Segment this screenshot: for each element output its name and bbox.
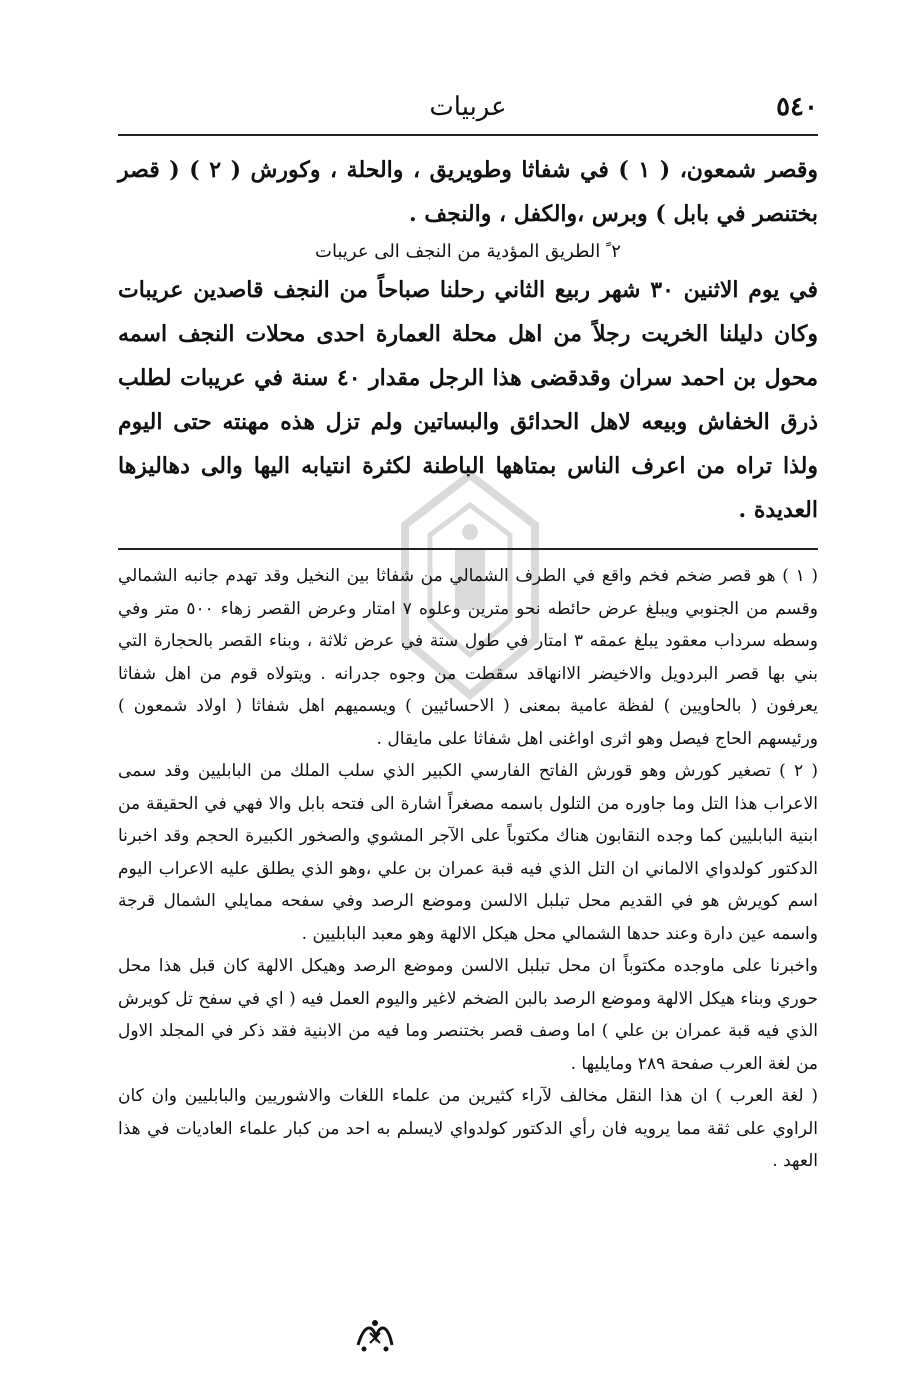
footnote-1: ( ١ ) هو قصر ضخم فخم واقع في الطرف الشمالي من شفاثا بين النخيل وقد تهدم جانبه الشمالي وقسم من الجنوبي ويبلغ عرض حائطه نحو مترين وعلوه ٧ امتار وعرض القصر زهاء ٥٠٠ متر وفي وسطه سرداب معقود يبلغ عمقه ٣ امتار في طول ستة في عرض ثلاثة ، وبناء القصر بالحجارة التي بني بها قصر البردويل والاخيضر الاانهاقد سقطت من وجوه جدرانه . ويتولاه قوم من اهل شفاثا يعرفون ( بالحاويين ) لفظة عامية بمعنى ( الاحسائيين ) ويسميهم اهل شفاثا ( اولاد شمعون ) ورئيسهم الحاج فيصل وهو اثرى اواغنى اهل شفاثا على مايقال . [118,566,819,749]
footnote-rule [118,548,818,550]
footnote-2-continued: واخبرنا على ماوجده مكتوباً ان محل تبلبل الالسن وموضع الرصد وهيكل الالهة كان قبل هذا محل حوري وبناء هيكل الالهة وموضع الرصد بالبن الضخم لاغير واليوم العمل فيه ( اي في سفح تل كويرش الذي فيه قبة عمران بن علي ) اما وصف قصر بختنصر وما فيه من الابنية فقد ذكر في المجلد الاول من لغة العرب صفحة ٢٨٩ ومايليها . [118,956,818,1074]
header-rule [118,134,818,136]
paragraph-main: في يوم الاثنين ٣٠ شهر ربيع الثاني رحلنا صباحاً من النجف قاصدين عريبات وكان دليلنا الخريت رجلاً من اهل محلة العمارة احدى محلات النجف اسمه محول بن احمد سران وقدقضى هذا الرجل مقدار ٤٠ سنة في عريبات لطلب ذرق الخفاش وبيعه لاهل الحدائق والبساتين ولم تزل هذه مهنته حتى اليوم ولذا تراه من اعرف الناس بمتاهها الباطنة لكثرة انتيابه اليها والى دهاليزها العديدة . [118,277,819,523]
page-header [118,92,818,132]
paragraph-intro: وقصر شمعون، ( ١ ) في شفاثا وطويريق ، والحلة ، وكورش ( ٢ ) ( قصر بختنصر في بابل ) وبرس ،والكفل ، والنجف . [118,157,819,227]
page-number: ٥٤٠ [776,92,818,122]
section-heading: ٢ ً الطريق المؤدية من النجف الى عريبات [315,241,621,262]
footnote-2: ( ٢ ) تصغير كورش وهو قورش الفاتح الفارسي الكبير الذي سلب الملك من البابليين وقد سمى الاعراب هذا التل وما جاوره من التلول باسمه مصغراً اشارة الى فتحه بابل والا فهي في الحقيقة من ابنية البابليين كما وجده النقابون هناك مكتوباً على الآجر المشوي والصخور الكبيرة الحجم وقد اخبرنا الدكتور كولدواي الالماني ان التل الذي فيه قبة عمران بن علي ،وهو الذي يطلق عليه الاعراب اليوم اسم كويرش هو في القديم محل تبلبل الالسن وموضع الرصد وفي سفحه ممايلي الشمال قرجة واسمه عين دارة وعند حدها الشمالي محل هيكل الالهة وهو معبد البابليين . [118,761,818,944]
editor-note: ( لغة العرب ) ان هذا النقل مخالف لآراء كثيرين من علماء اللغات والاشوريين والبابليين وان كان الراوي على ثقة مما يرويه فان رأي الدكتور كولدواي لايسلم به احد من كبار علماء العاديات في هذا العهد . [118,1086,818,1171]
running-title: عربيات [429,92,507,122]
footnotes [118,560,818,1178]
main-text [118,148,818,532]
page-ornament-icon [350,1315,400,1355]
